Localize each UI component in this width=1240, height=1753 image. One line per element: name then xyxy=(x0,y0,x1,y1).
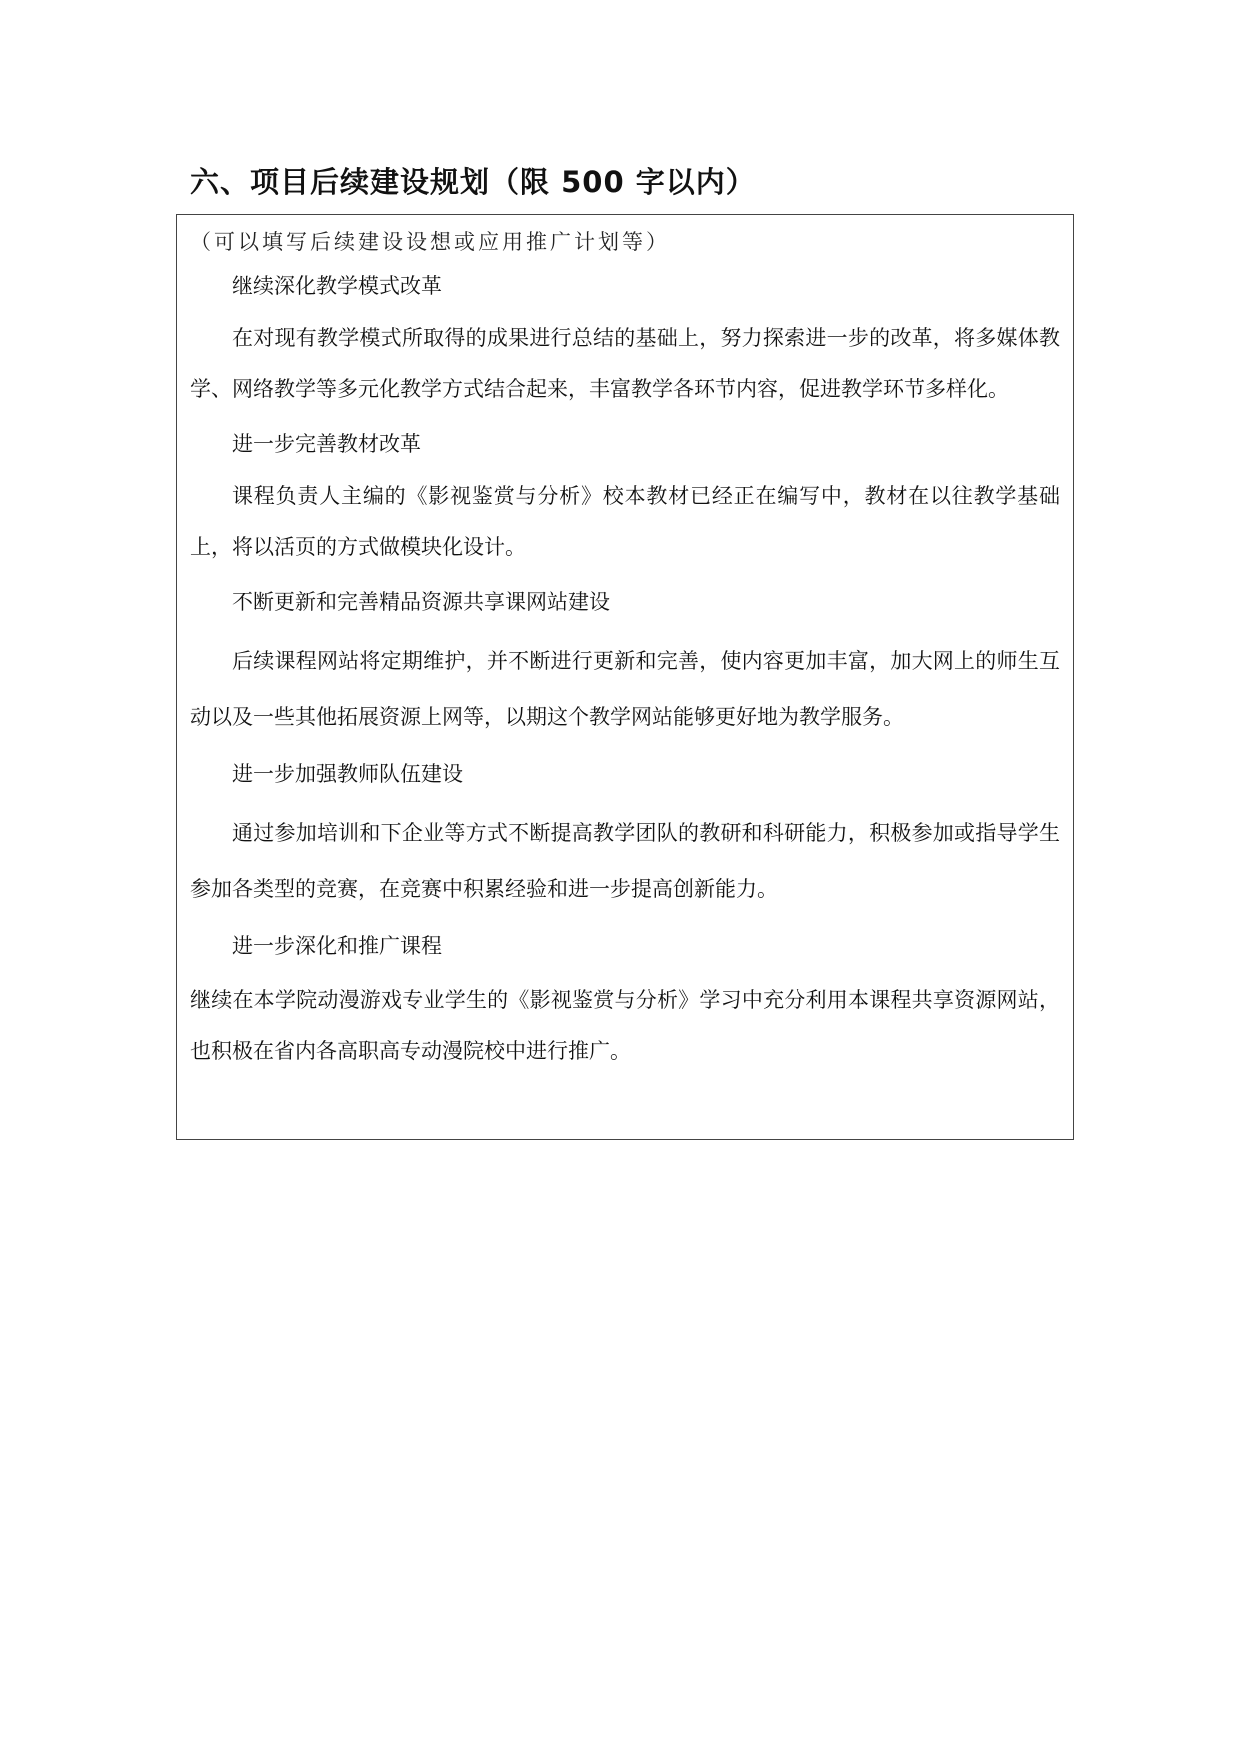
section-title: 六、项目后续建设规划（限 500 字以内） xyxy=(190,165,756,199)
plan-item-teacher-team xyxy=(190,753,1060,917)
plan-item-text: 通过参加培训和下企业等方式不断提高教学团队的教研和科研能力，积极参加或指导学生参加各类型的竞赛，在竞赛中积累经验和进一步提高创新能力。 xyxy=(190,821,1060,901)
plan-item-heading: 进一步深化和推广课程 xyxy=(232,934,442,958)
plan-item-text: 课程负责人主编的《影视鉴赏与分析》校本教材已经正在编写中，教材在以往教学基础上，将以活页的方式做模块化设计。 xyxy=(190,484,1060,559)
plan-item-heading: 进一步完善教材改革 xyxy=(232,432,421,456)
plan-item-text: 继续在本学院动漫游戏专业学生的《影视鉴赏与分析》学习中充分利用本课程共享资源网站，也积极在省内各高职高专动漫院校中进行推广。 xyxy=(190,988,1060,1063)
plan-item-text: 在对现有教学模式所取得的成果进行总结的基础上，努力探索进一步的改革，将多媒体教学、网络教学等多元化教学方式结合起来，丰富教学各环节内容，促进教学环节多样化。 xyxy=(190,326,1060,401)
plan-item-textbook xyxy=(190,423,1060,573)
plan-item-teaching-model xyxy=(190,265,1060,415)
plan-item-heading: 继续深化教学模式改革 xyxy=(232,274,442,298)
plan-item-heading: 不断更新和完善精品资源共享课网站建设 xyxy=(232,590,610,614)
plan-item-website xyxy=(190,581,1060,745)
content-body xyxy=(190,227,1060,1077)
plan-item-promotion xyxy=(190,925,1060,1077)
fill-instruction: （可以填写后续建设设想或应用推广计划等） xyxy=(190,230,670,254)
plan-item-heading: 进一步加强教师队伍建设 xyxy=(232,762,463,786)
content-box xyxy=(176,214,1074,1140)
plan-item-text: 后续课程网站将定期维护，并不断进行更新和完善，使内容更加丰富，加大网上的师生互动以及一些其他拓展资源上网等，以期这个教学网站能够更好地为教学服务。 xyxy=(190,649,1060,729)
